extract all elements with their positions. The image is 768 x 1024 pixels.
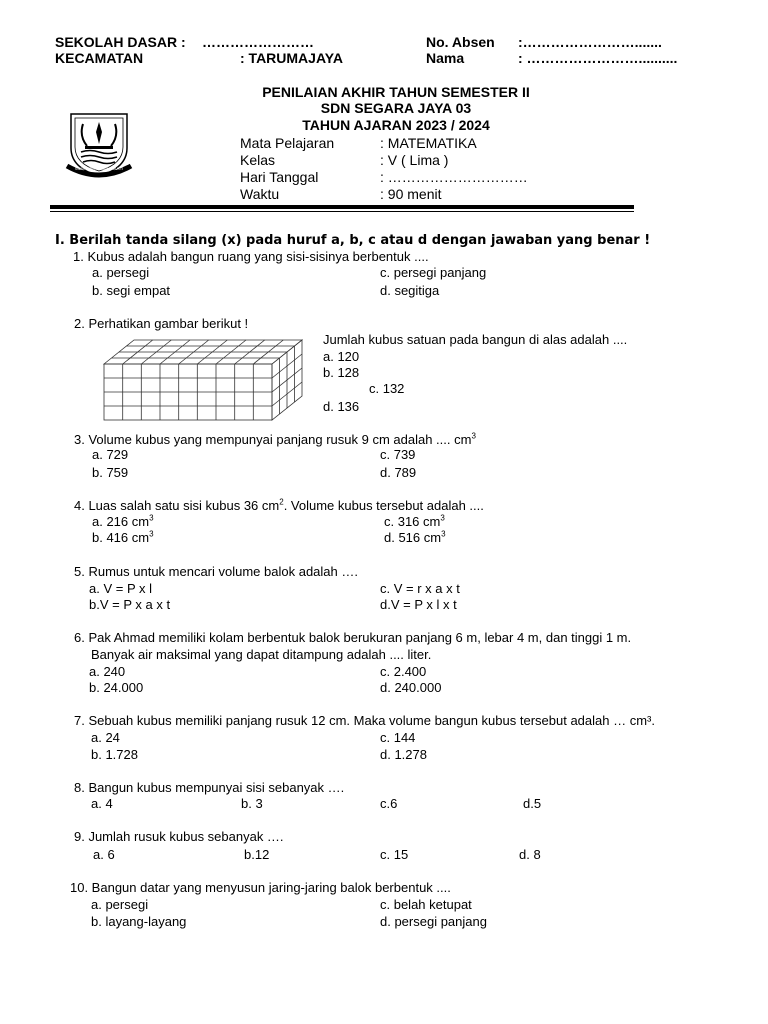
q9-option-a: a. 6 xyxy=(93,847,115,862)
q4-option-a xyxy=(92,514,154,529)
q9-option-d: d. 8 xyxy=(519,847,541,862)
q9-option-c: c. 15 xyxy=(380,847,409,862)
q4-text-part2: . Volume kubus tersebut adalah .... xyxy=(283,498,484,513)
q4-option-b-text: b. 416 cm xyxy=(92,530,150,545)
q3-text: 3. Volume kubus yang mempunyai panjang rusuk 9 cm adalah .... cm xyxy=(74,432,472,447)
q5-option-c: c. V = r x a x t xyxy=(380,581,460,596)
date-value: : ………………………… xyxy=(380,169,528,185)
q3-option-b: b. 759 xyxy=(92,465,129,480)
class-value: : V ( Lima ) xyxy=(380,152,449,168)
exam-title: PENILAIAN AKHIR TAHUN SEMESTER II xyxy=(262,84,530,100)
academic-year: TAHUN AJARAN 2023 / 2024 xyxy=(302,117,490,133)
q1-option-a: a. persegi xyxy=(92,265,150,280)
q4-option-a-sup: 3 xyxy=(149,513,154,523)
q2-option-a: a. 120 xyxy=(323,349,360,364)
q5-option-b: b.V = P x a x t xyxy=(89,597,171,612)
subject-value: : MATEMATIKA xyxy=(380,135,477,151)
q9-option-b: b.12 xyxy=(244,847,270,862)
q3-superscript: 3 xyxy=(471,431,476,441)
question-3 xyxy=(74,432,476,447)
q3-option-c: c. 739 xyxy=(380,447,416,462)
subject-label: Mata Pelajaran xyxy=(240,135,335,151)
q10-option-b: b. layang-layang xyxy=(91,914,187,929)
q7-option-c: c. 144 xyxy=(380,730,416,745)
question-8: 8. Bangun kubus mempunyai sisi sebanyak …. xyxy=(74,780,345,795)
q4-option-b-sup: 3 xyxy=(149,529,154,539)
cuboid-of-unit-cubes-icon xyxy=(98,336,308,426)
question-6: 6. Pak Ahmad memiliki kolam berbentuk balok berukuran panjang 6 m, lebar 4 m, dan tinggi 1 m. xyxy=(74,630,632,645)
q4-option-d-text: d. 516 cm xyxy=(384,530,442,545)
q10-option-a: a. persegi xyxy=(91,897,149,912)
q7-option-b: b. 1.728 xyxy=(91,747,138,762)
school-value: …………………… xyxy=(202,34,314,50)
date-label: Hari Tanggal xyxy=(240,169,319,185)
question-1: 1. Kubus adalah bangun ruang yang sisi-sisinya berbentuk .... xyxy=(73,249,429,264)
question-6-line2: Banyak air maksimal yang dapat ditampung adalah .... liter. xyxy=(91,647,432,662)
q8-option-c: c.6 xyxy=(380,796,398,811)
absen-label: No. Absen xyxy=(426,34,495,50)
q4-option-b xyxy=(92,530,154,545)
school-name: SDN SEGARA JAYA 03 xyxy=(320,100,472,116)
q7-option-d: d. 1.278 xyxy=(380,747,427,762)
q10-option-d: d. persegi panjang xyxy=(380,914,487,929)
question-5: 5. Rumus untuk mencari volume balok adalah …. xyxy=(74,564,358,579)
absen-value: :……………………....... xyxy=(518,34,662,50)
q2-option-b: b. 128 xyxy=(323,365,360,380)
q3-option-d: d. 789 xyxy=(380,465,417,480)
regency-logo xyxy=(63,110,135,182)
q5-option-d: d.V = P x l x t xyxy=(380,597,457,612)
class-label: Kelas xyxy=(240,152,276,168)
time-value: : 90 menit xyxy=(380,186,442,202)
header-divider-thin xyxy=(50,211,634,212)
district-label: KECAMATAN xyxy=(55,50,144,66)
q4-option-a-text: a. 216 cm xyxy=(92,514,150,529)
q10-option-c: c. belah ketupat xyxy=(380,897,472,912)
q4-option-c-sup: 3 xyxy=(440,513,445,523)
q4-option-c xyxy=(384,514,445,529)
question-4 xyxy=(74,498,484,513)
q2-prompt: Jumlah kubus satuan pada bangun di alas adalah .... xyxy=(323,332,628,347)
q8-option-d: d.5 xyxy=(523,796,542,811)
q8-option-b: b. 3 xyxy=(241,796,263,811)
q4-option-d-sup: 3 xyxy=(441,529,446,539)
q6-option-b: b. 24.000 xyxy=(89,680,144,695)
q4-option-d xyxy=(384,530,446,545)
q4-superscript: 2 xyxy=(279,497,284,507)
school-label: SEKOLAH DASAR : xyxy=(55,34,186,50)
q8-option-a: a. 4 xyxy=(91,796,113,811)
q1-option-d: d. segitiga xyxy=(380,283,440,298)
q5-option-a: a. V = P x l xyxy=(89,581,152,596)
q6-option-c: c. 2.400 xyxy=(380,664,427,679)
name-value: : …………………….......... xyxy=(518,50,678,66)
question-7: 7. Sebuah kubus memiliki panjang rusuk 12 cm. Maka volume bangun kubus tersebut adalah … cm³. xyxy=(74,713,655,728)
cuboid-figure xyxy=(98,336,308,426)
instruction: I. Berilah tanda silang (x) pada huruf a, b, c atau d dengan jawaban yang benar ! xyxy=(55,233,651,248)
q6-option-d: d. 240.000 xyxy=(380,680,442,695)
question-2: 2. Perhatikan gambar berikut ! xyxy=(74,316,249,331)
q7-option-a: a. 24 xyxy=(91,730,120,745)
q1-option-b: b. segi empat xyxy=(92,283,171,298)
district-value: : TARUMAJAYA xyxy=(240,50,343,66)
q6-option-a: a. 240 xyxy=(89,664,126,679)
name-label: Nama xyxy=(426,50,465,66)
question-9: 9. Jumlah rusuk kubus sebanyak …. xyxy=(74,829,284,844)
q2-option-d: d. 136 xyxy=(323,399,360,414)
time-label: Waktu xyxy=(240,186,280,202)
emblem-icon xyxy=(63,110,135,182)
logo-motto: SWATANTRA WIBAWA MUKTI xyxy=(74,167,124,171)
q4-text-part1: 4. Luas salah satu sisi kubus 36 cm xyxy=(74,498,280,513)
q1-option-c: c. persegi panjang xyxy=(380,265,487,280)
question-10: 10. Bangun datar yang menyusun jaring-jaring balok berbentuk .... xyxy=(70,880,451,895)
q2-option-c: c. 132 xyxy=(369,381,405,396)
header-divider-thick xyxy=(50,205,634,209)
q3-option-a: a. 729 xyxy=(92,447,129,462)
q4-option-c-text: c. 316 cm xyxy=(384,514,441,529)
